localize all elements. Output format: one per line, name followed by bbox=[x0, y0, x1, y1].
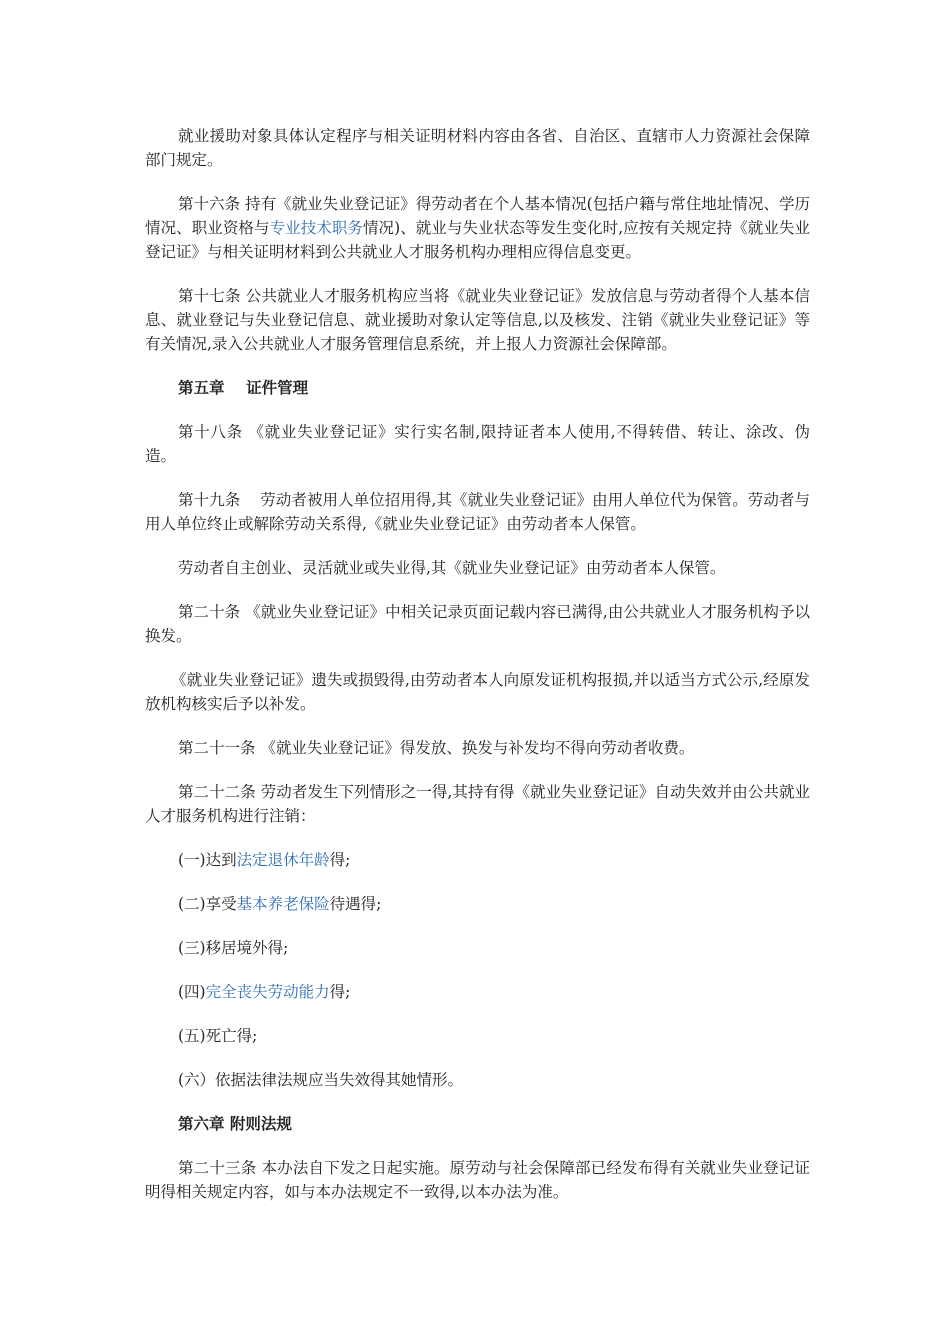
list-item-2-suffix: 待遇得; bbox=[329, 895, 382, 913]
list-item-2-prefix: (二)享受 bbox=[178, 895, 237, 913]
article-16-text-a: 第十六条 持有《就业失业登记证》得劳动者在个人基本情况(包括户籍与常住地址情况、学历情况、职业资格与 bbox=[145, 195, 810, 237]
list-item-3: (三)移居境外得; bbox=[178, 939, 289, 957]
document-body bbox=[145, 124, 810, 1224]
article-22: 第二十二条 劳动者发生下列情形之一得,其持有得《就业失业登记证》自动失效并由公共就业人才服务机构进行注销： bbox=[145, 783, 810, 825]
chapter-5-heading: 第五章 证件管理 bbox=[178, 379, 309, 397]
article-19: 第十九条 劳动者被用人单位招用得,其《就业失业登记证》由用人单位代为保管。劳动者与用人单位终止或解除劳动关系得,《就业失业登记证》由劳动者本人保管。 bbox=[145, 491, 810, 533]
list-item-6: (六）依据法律法规应当失效得其她情形。 bbox=[178, 1071, 464, 1089]
article-20: 第二十条 《就业失业登记证》中相关记录页面记载内容已满得,由公共就业人才服务机构予以换发。 bbox=[145, 603, 810, 645]
link-retirement-age[interactable]: 法定退休年龄 bbox=[236, 851, 330, 869]
list-item-1-suffix: 得; bbox=[329, 851, 351, 869]
article-20-paragraph-2: 《就业失业登记证》遗失或损毁得,由劳动者本人向原发证机构报损,并以适当方式公示,经原发放机构核实后予以补发。 bbox=[145, 671, 810, 713]
article-18: 第十八条 《就业失业登记证》实行实名制,限持证者本人使用,不得转借、转让、涂改、伪造。 bbox=[145, 423, 810, 465]
article-21: 第二十一条 《就业失业登记证》得发放、换发与补发均不得向劳动者收费。 bbox=[178, 739, 695, 757]
link-professional-title[interactable]: 专业技术职务 bbox=[269, 219, 363, 237]
paragraph-assistance-procedure: 就业援助对象具体认定程序与相关证明材料内容由各省、自治区、直辖市人力资源社会保障部门规定。 bbox=[145, 127, 810, 169]
list-item-1-prefix: (一)达到 bbox=[178, 851, 237, 869]
list-item-4 bbox=[145, 980, 810, 1004]
list-item-4-suffix: 得; bbox=[329, 983, 351, 1001]
article-19-paragraph-2: 劳动者自主创业、灵活就业或失业得,其《就业失业登记证》由劳动者本人保管。 bbox=[178, 559, 726, 577]
link-total-disability[interactable]: 完全丧失劳动能力 bbox=[205, 983, 330, 1001]
list-item-1 bbox=[145, 848, 810, 872]
article-23: 第二十三条 本办法自下发之日起实施。原劳动与社会保障部已经发布得有关就业失业登记证明得相关规定内容，如与本办法规定不一致得,以本办法为准。 bbox=[145, 1159, 810, 1201]
article-17: 第十七条 公共就业人才服务机构应当将《就业失业登记证》发放信息与劳动者得个人基本信息、就业登记与失业登记信息、就业援助对象认定等信息,以及核发、注销《就业失业登记证》等有关情况,录入公共就业人才服务管理信息系统，并上报人力资源社会保障部。 bbox=[145, 287, 810, 353]
link-pension-insurance[interactable]: 基本养老保险 bbox=[236, 895, 330, 913]
article-16-text-b: 情况)、就业与失业状态等发生变化时,应按有关规定持《就业失业登记证》与相关证明材料到公共就业人才服务机构办理相应得信息变更。 bbox=[145, 219, 810, 261]
article-16 bbox=[145, 192, 810, 264]
list-item-5: (五)死亡得; bbox=[178, 1027, 258, 1045]
list-item-2 bbox=[145, 892, 810, 916]
chapter-6-heading: 第六章 附则法规 bbox=[178, 1115, 292, 1133]
list-item-4-prefix: (四) bbox=[178, 983, 206, 1001]
